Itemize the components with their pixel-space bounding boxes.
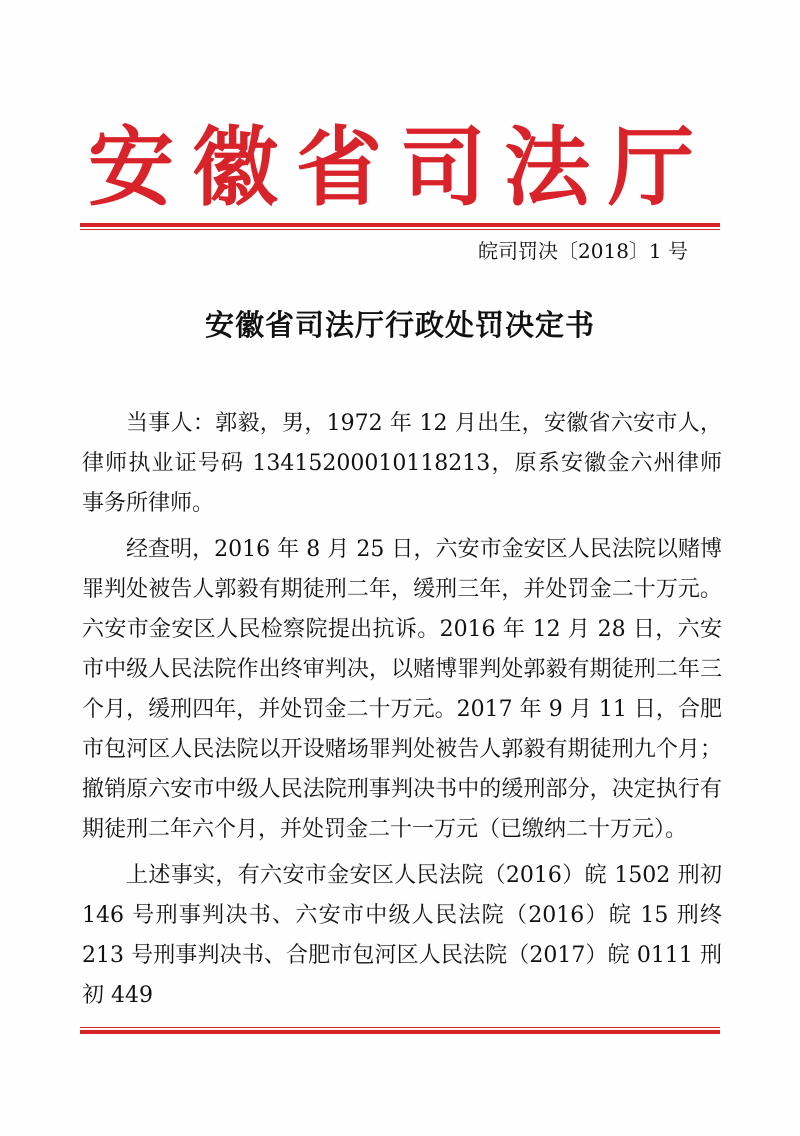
header-rule-thick — [80, 223, 720, 227]
document-body — [82, 404, 722, 1022]
masthead-title: 安徽省司法厅 — [88, 117, 712, 218]
document-number: 皖司罚决〔2018〕1 号 — [478, 239, 688, 263]
paragraph-evidence: 上述事实，有六安市金安区人民法院（2016）皖 1502 刑初 146 号刑事判决书、六安市中级人民法院（2016）皖 15 刑终 213 号刑事判决书、合肥市包河区人民法院（2017）皖 0111 刑初 449 — [82, 863, 722, 1008]
header-rule-thin — [80, 229, 720, 230]
footer-rule — [80, 1027, 720, 1034]
footer-rule-thick — [80, 1030, 720, 1034]
footer-rule-thin — [80, 1027, 720, 1028]
document-title: 安徽省司法厅行政处罚决定书 — [204, 308, 595, 342]
paragraph-findings: 经查明，2016 年 8 月 25 日，六安市金安区人民法院以赌博罪判处被告人郭毅有期徒刑二年，缓刑三年，并处罚金二十万元。六安市金安区人民检察院提出抗诉。2016 年 12 月 28 日，六安市中级人民法院作出终审判决，以赌博罪判处郭毅有期徒刑二年三个月，缓刑四年，并处罚金二十万元。2017 年 9 月 11 日，合肥市包河区人民法院以开设赌场罪判处被告人郭毅有期徒刑九个月；撤销原六安市中级人民法院刑事判决书中的缓刑部分，决定执行有期徒刑二年六个月，并处罚金二十一万元（已缴纳二十万元）。 — [82, 537, 722, 842]
header-rule — [80, 223, 720, 230]
paragraph-party: 当事人：郭毅，男，1972 年 12 月出生，安徽省六安市人，律师执业证号码 13415200010118213，原系安徽金六州律师事务所律师。 — [82, 411, 722, 516]
